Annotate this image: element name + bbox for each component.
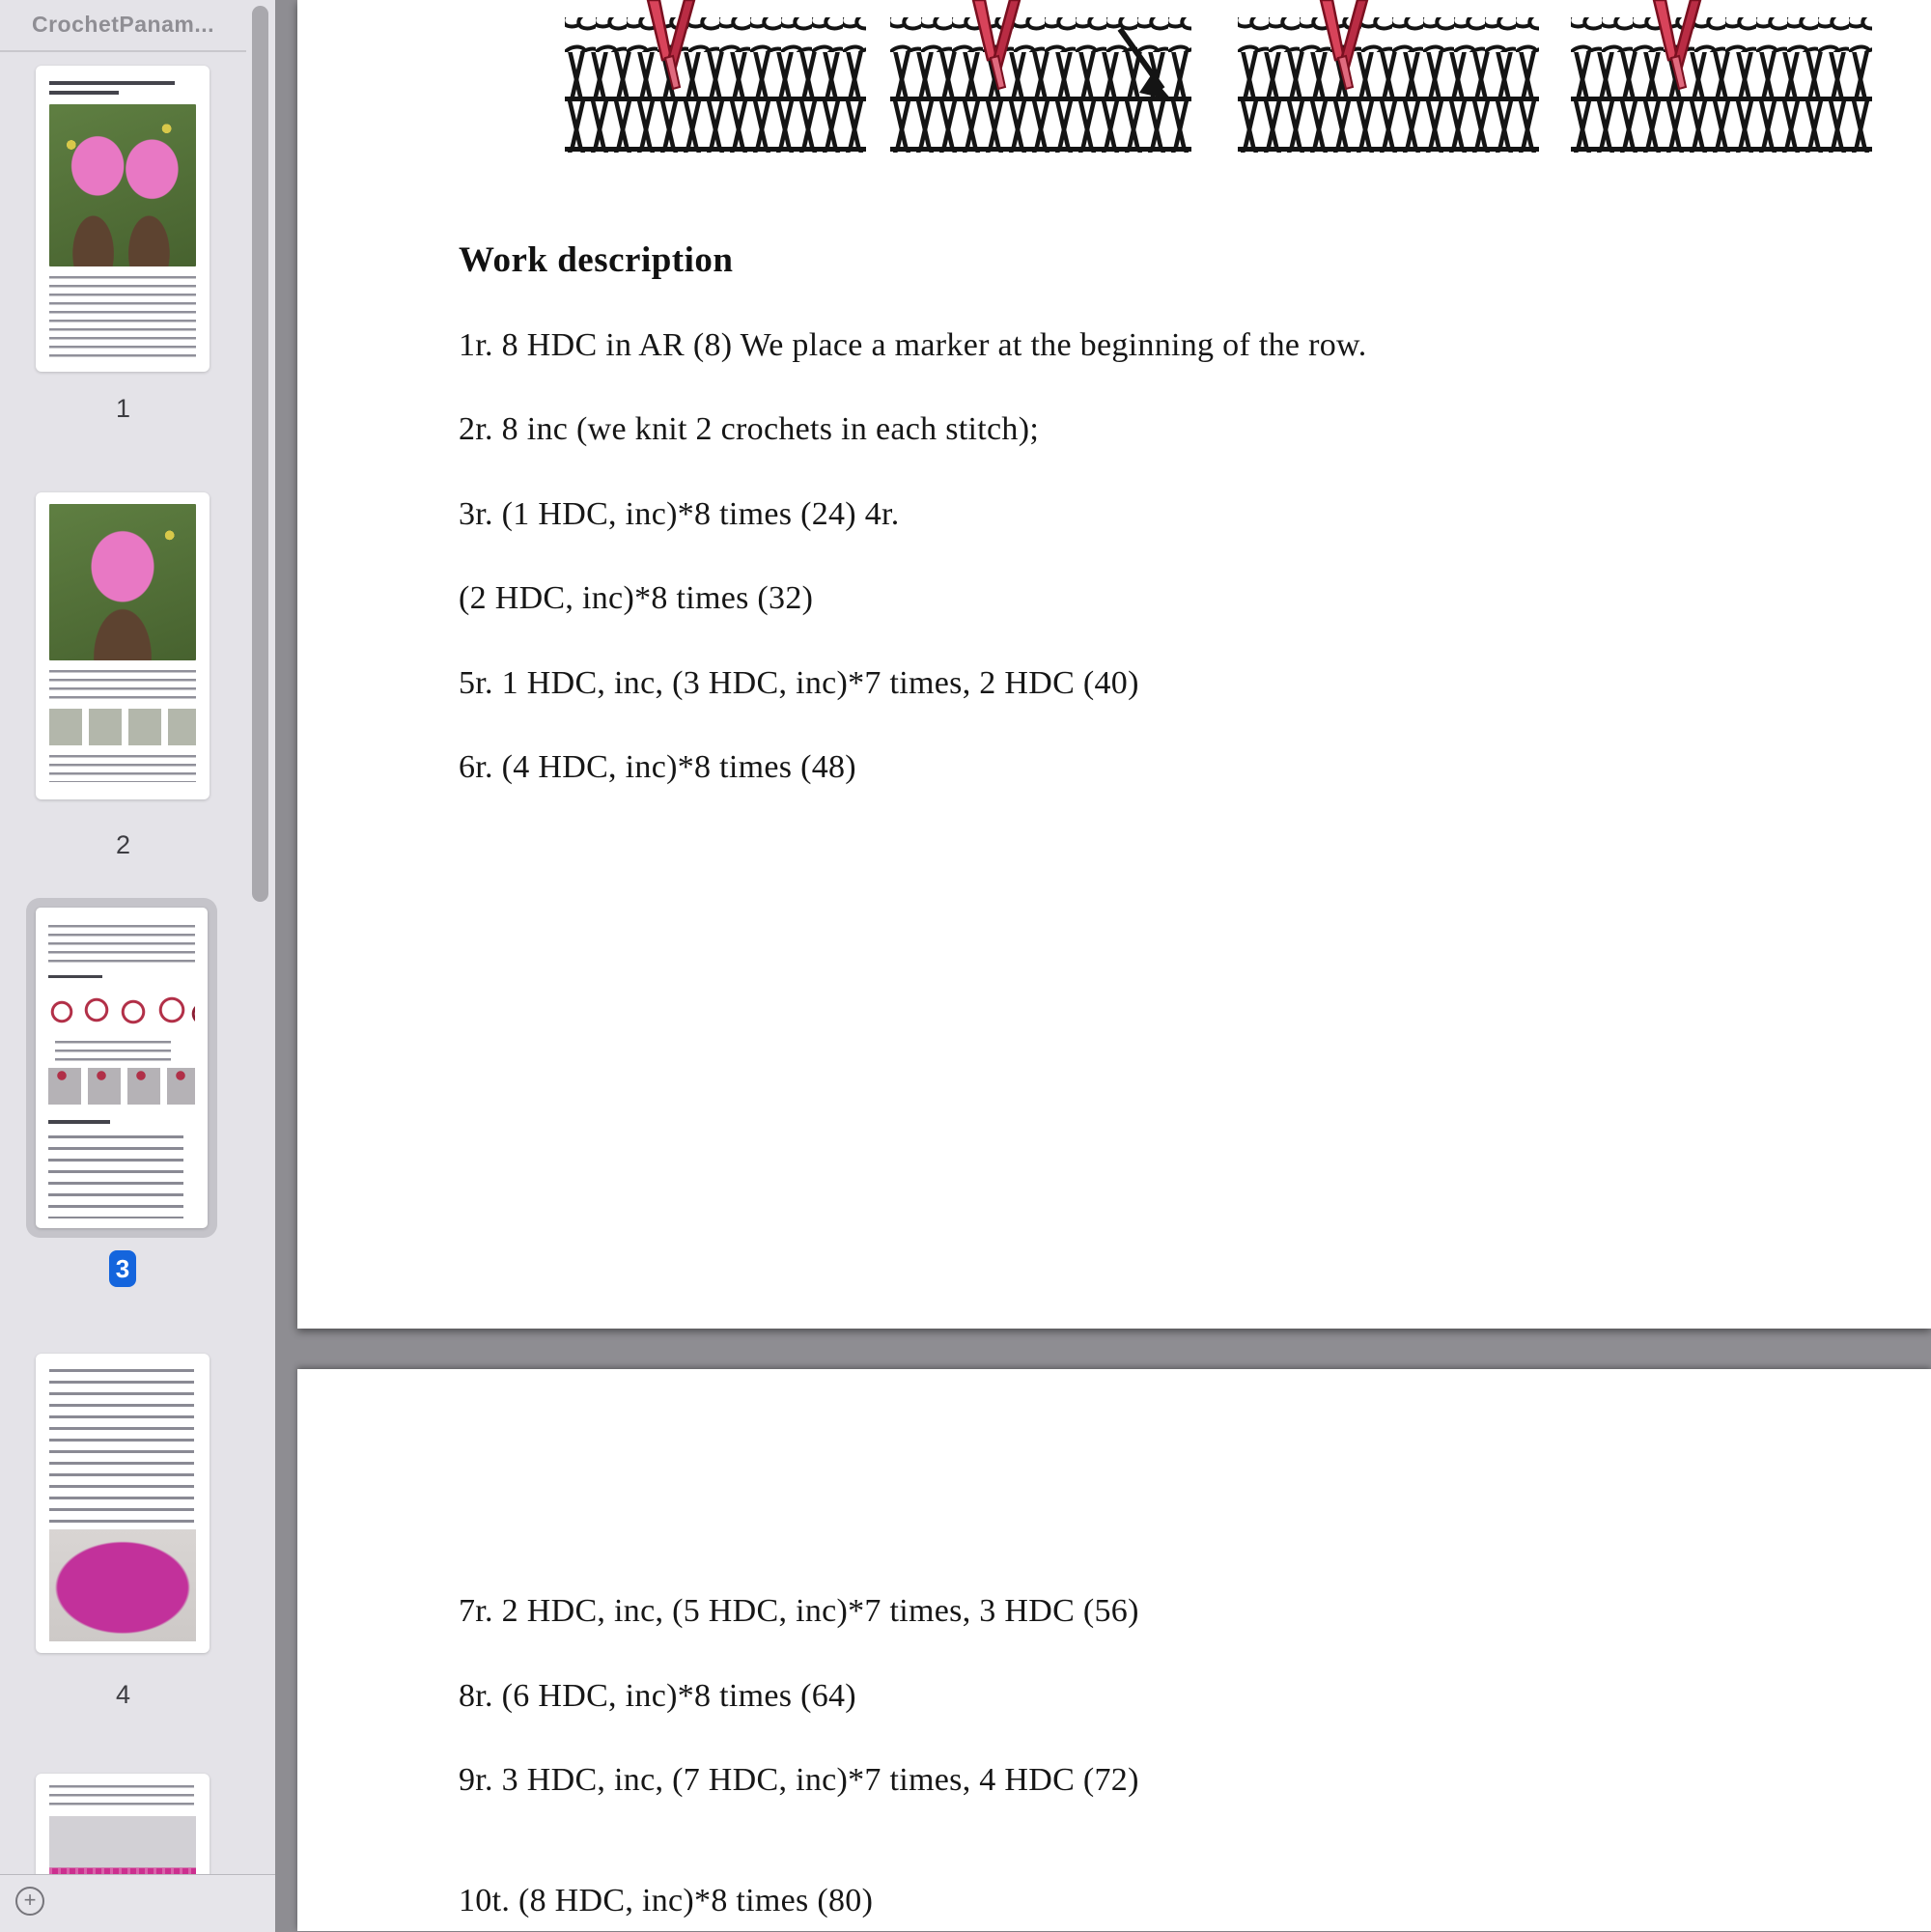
add-page-icon[interactable]: +	[15, 1887, 44, 1916]
work-description-heading: Work description	[459, 240, 734, 280]
instruction-row-3: 3r. (1 HDC, inc)*8 times (24) 4r.	[459, 496, 900, 532]
instruction-row-10: 10t. (8 HDC, inc)*8 times (80)	[459, 1883, 874, 1918]
page-number-1: 1	[115, 394, 131, 423]
instruction-row-1: 1r. 8 HDC in AR (8) We place a marker at the beginning of the row.	[459, 327, 1367, 363]
document-view-area	[275, 0, 1931, 1931]
pink-hats-photo	[49, 104, 196, 266]
pink-hat-photo	[49, 504, 196, 660]
crochet-stitch-diagram-row	[565, 0, 1878, 153]
thumbnail-preview	[49, 81, 175, 85]
selected-thumbnail-highlight	[26, 898, 217, 1238]
pdf-page-3	[297, 0, 1931, 1329]
page-number-2: 2	[115, 830, 131, 859]
stitch-diagram-preview	[49, 709, 196, 745]
instruction-row-8: 8r. (6 HDC, inc)*8 times (64)	[459, 1678, 856, 1714]
instruction-row-6: 6r. (4 HDC, inc)*8 times (48)	[459, 749, 856, 785]
page-thumbnail-4[interactable]	[36, 1354, 210, 1653]
stitch-diagram-preview	[48, 1068, 195, 1105]
thumbnail-preview	[49, 1785, 194, 1810]
thumbnail-preview	[49, 276, 196, 361]
sidebar-bottom-bar	[0, 1874, 275, 1932]
instruction-row-4: (2 HDC, inc)*8 times (32)	[459, 580, 814, 616]
thumbnail-sidebar	[0, 0, 275, 1931]
thumbnail-preview	[48, 1120, 110, 1124]
yarn-loops-preview	[48, 987, 195, 1031]
pdf-page-4	[297, 1369, 1931, 1931]
instruction-row-2: 2r. 8 inc (we knit 2 crochets in each stitch);	[459, 411, 1040, 447]
page-thumbnail-2[interactable]	[36, 492, 210, 799]
instruction-row-5: 5r. 1 HDC, inc, (3 HDC, inc)*7 times, 2 HDC (40)	[459, 665, 1139, 701]
document-title: CrochetPanam...	[0, 0, 246, 52]
selected-page-number-badge: 3	[109, 1250, 136, 1287]
instruction-row-9: 9r. 3 HDC, inc, (7 HDC, inc)*7 times, 4 HDC (72)	[459, 1762, 1139, 1798]
page-number-4: 4	[115, 1680, 131, 1709]
thumbnail-preview	[49, 755, 196, 782]
crochet-disc-photo	[49, 1529, 196, 1641]
thumbnail-preview	[49, 91, 119, 95]
instruction-row-7: 7r. 2 HDC, inc, (5 HDC, inc)*7 times, 3 HDC (56)	[459, 1593, 1139, 1629]
thumbnail-preview	[48, 975, 102, 978]
thumbnail-preview	[48, 1135, 183, 1218]
sidebar-scrollbar-thumb[interactable]	[252, 6, 268, 902]
page-thumbnail-3[interactable]	[36, 908, 208, 1228]
thumbnail-preview	[49, 670, 196, 701]
thumbnail-preview	[48, 925, 195, 966]
thumbnail-preview	[55, 1041, 171, 1062]
thumbnail-preview	[49, 1369, 194, 1524]
page-thumbnail-1[interactable]	[36, 66, 210, 372]
